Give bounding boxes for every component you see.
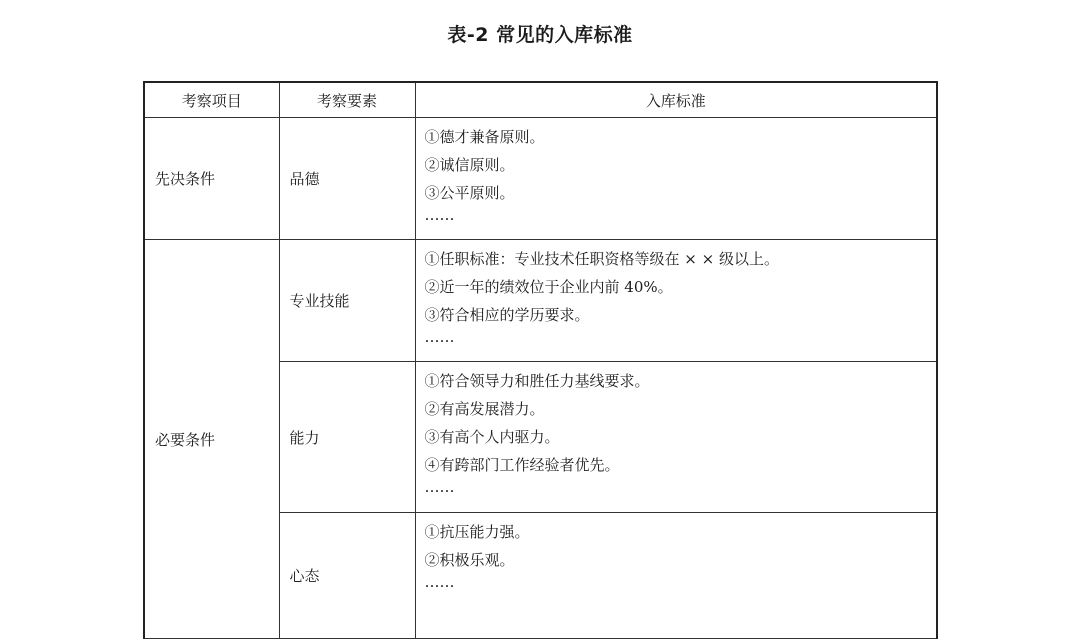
criteria-item: ①德才兼备原则。 (424, 128, 545, 146)
standards-table (143, 81, 938, 639)
criteria-item: ②积极乐观。 (424, 551, 515, 569)
criteria-ellipsis: …… (424, 328, 455, 346)
table-row (144, 118, 937, 240)
criteria-item: ①符合领导力和胜任力基线要求。 (424, 372, 650, 390)
header-criteria: 入库标准 (415, 82, 937, 118)
category-cell: 必要条件 (144, 240, 279, 639)
criteria-ellipsis: …… (424, 206, 455, 224)
element-cell: 心态 (279, 513, 415, 639)
criteria-item: ②诚信原则。 (424, 156, 515, 174)
criteria-item: ③有高个人内驱力。 (424, 428, 560, 446)
table-title: 表-2 常见的入库标准 (447, 24, 633, 46)
criteria-item: ④有跨部门工作经验者优先。 (424, 456, 620, 474)
criteria-cell (415, 240, 937, 362)
criteria-cell (415, 118, 937, 240)
element-cell: 品德 (279, 118, 415, 240)
criteria-item: ②近一年的绩效位于企业内前 40%。 (424, 278, 673, 296)
header-row (144, 82, 937, 118)
criteria-ellipsis: …… (424, 478, 455, 496)
header-element: 考察要素 (279, 82, 415, 118)
criteria-ellipsis: …… (424, 573, 455, 591)
criteria-item: ③符合相应的学历要求。 (424, 306, 590, 324)
criteria-cell (415, 513, 937, 639)
criteria-item: ③公平原则。 (424, 184, 515, 202)
criteria-item: ①抗压能力强。 (424, 523, 530, 541)
criteria-item: ②有高发展潜力。 (424, 400, 545, 418)
criteria-item: ①任职标准：专业技术任职资格等级在 × × 级以上。 (424, 250, 779, 268)
table-row (144, 240, 937, 362)
category-cell: 先决条件 (144, 118, 279, 240)
header-category: 考察项目 (144, 82, 279, 118)
element-cell: 专业技能 (279, 240, 415, 362)
element-cell: 能力 (279, 362, 415, 513)
criteria-cell (415, 362, 937, 513)
